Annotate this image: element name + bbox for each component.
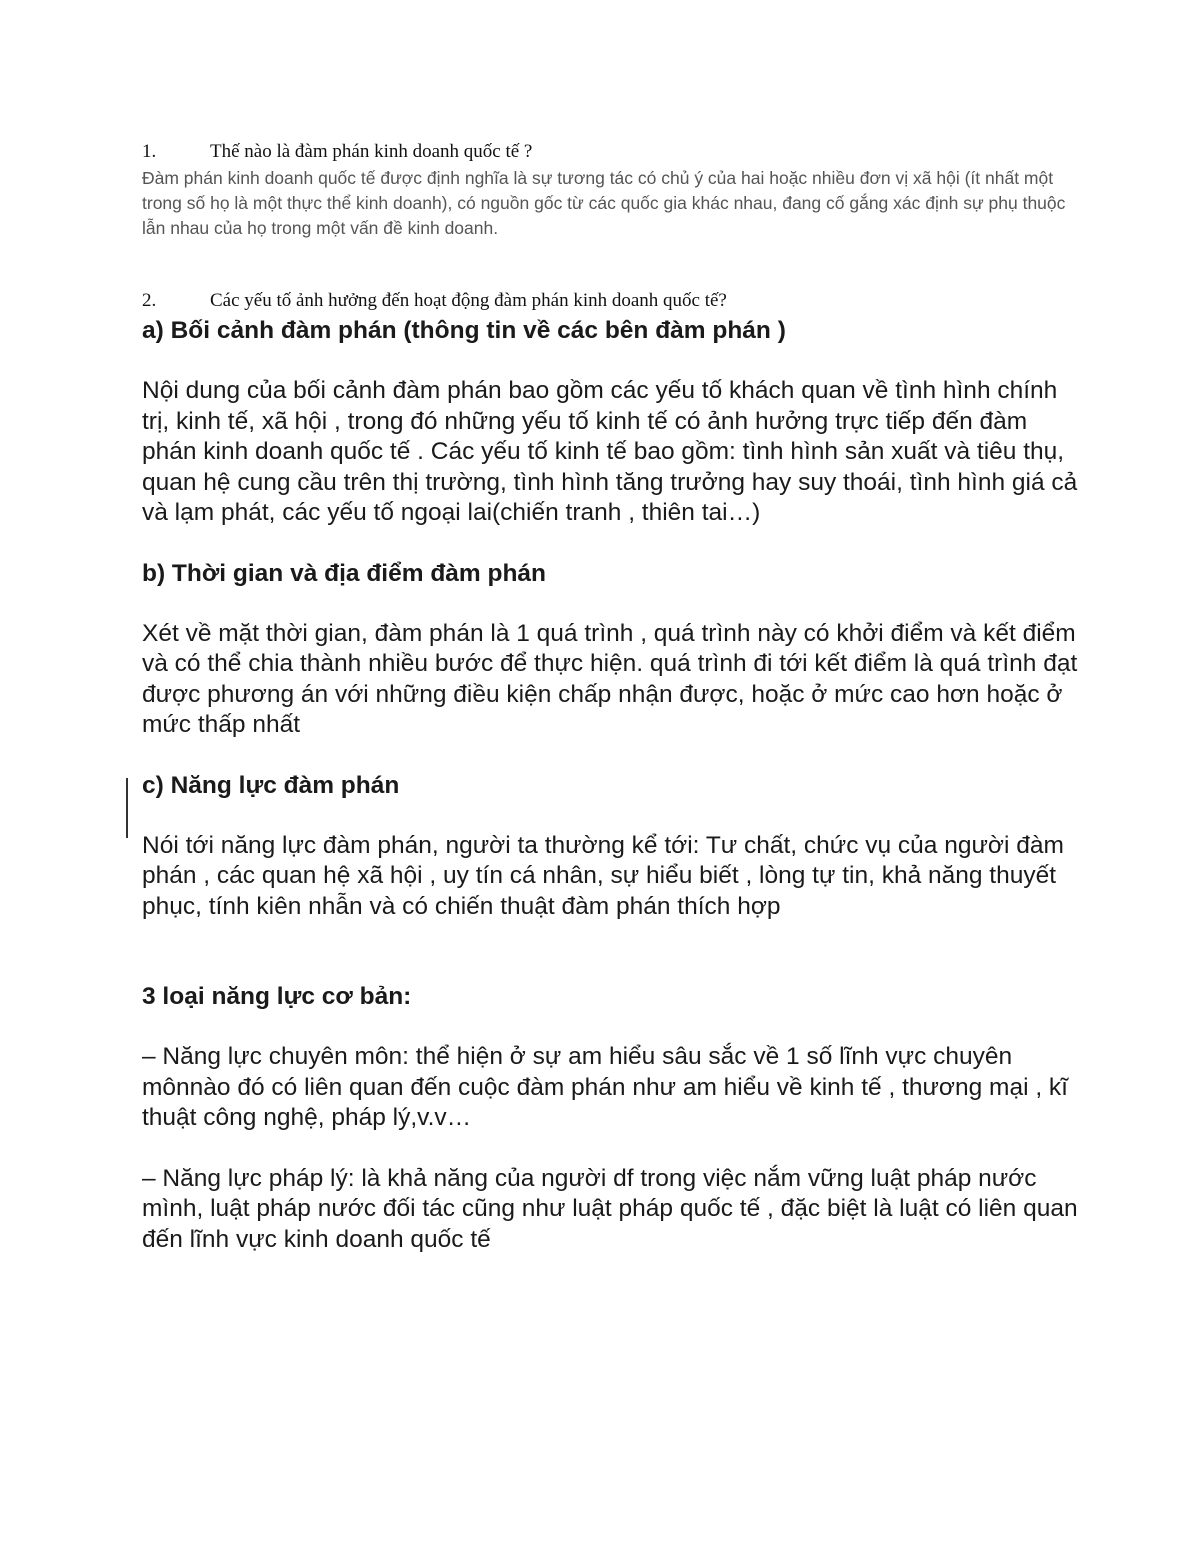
section-a-heading: a) Bối cảnh đàm phán (thông tin về các bên đàm phán )	[142, 317, 786, 344]
section-b-body: Xét về mặt thời gian, đàm phán là 1 quá trình , quá trình này có khởi điểm và kết điểm và có thể chia thành nhiều bước để thực hiện. quá trình đi tới kết điểm là quá trình đạt được phương án với những điều kiện chấp nhận được, hoặc ở mức cao hơn hoặc ở mức thấp nhất	[142, 619, 1078, 738]
question-1-title	[142, 140, 1082, 164]
question-2-title	[142, 289, 1082, 313]
section-b-heading: b) Thời gian và địa điểm đàm phán	[142, 559, 547, 587]
basic-abilities-heading: 3 loại năng lực cơ bản:	[142, 983, 412, 1010]
document-page	[142, 140, 1082, 1255]
question-1-text: Thế nào là đàm phán kinh doanh quốc tế ?	[210, 141, 533, 162]
section-a-body: Nội dung của bối cảnh đàm phán bao gồm các yếu tố khách quan về tình hình chính trị, kinh tế, xã hội , trong đó những yếu tố kinh tế có ảnh hưởng trực tiếp đến đàm phán kinh doanh quốc tế . Các yếu tố kinh tế bao gồm: tình hình sản xuất và tiêu thụ, quan hệ cung cầu trên thị trường, tình hình tăng trưởng hay suy thoái, tình hình giá cả và lạm phát, các yếu tố ngoại lai(chiến tranh , thiên tai…)	[142, 377, 1078, 526]
question-2-number: 2.	[142, 290, 157, 311]
question-1-answer: Đàm phán kinh doanh quốc tế được định nghĩa là sự tương tác có chủ ý của hai hoặc nhiều đơn vị xã hội (ít nhất một trong số họ là một thực thể kinh doanh), có nguồn gốc từ các quốc gia khác nhau, đang cố gắng xác định sự phụ thuộc lẫn nhau của họ trong một vấn đề kinh doanh.	[142, 168, 1066, 238]
basic-ability-item-professional: – Năng lực chuyên môn: thể hiện ở sự am hiểu sâu sắc về 1 số lĩnh vực chuyên mônnào đó có liên quan đến cuộc đàm phán như am hiểu về kinh tế , thương mại , kĩ thuật công nghệ, pháp lý,v.v…	[142, 1043, 1068, 1131]
question-2-text: Các yếu tố ảnh hưởng đến hoạt động đàm phán kinh doanh quốc tế?	[210, 290, 727, 311]
section-c-heading: c) Năng lực đàm phán	[142, 771, 400, 799]
text-cursor	[126, 778, 128, 838]
question-1-number: 1.	[142, 141, 157, 162]
basic-ability-item-legal: – Năng lực pháp lý: là khả năng của người df trong việc nắm vững luật pháp nước mình, luật pháp nước đối tác cũng như luật pháp quốc tế , đặc biệt là luật có liên quan đến lĩnh vực kinh doanh quốc tế	[142, 1164, 1078, 1253]
section-c-body: Nói tới năng lực đàm phán, người ta thường kể tới: Tư chất, chức vụ của người đàm phán , các quan hệ xã hội , uy tín cá nhân, sự hiểu biết , lòng tự tin, khả năng thuyết phục, tính kiên nhẫn và có chiến thuật đàm phán thích hợp	[142, 831, 1064, 920]
